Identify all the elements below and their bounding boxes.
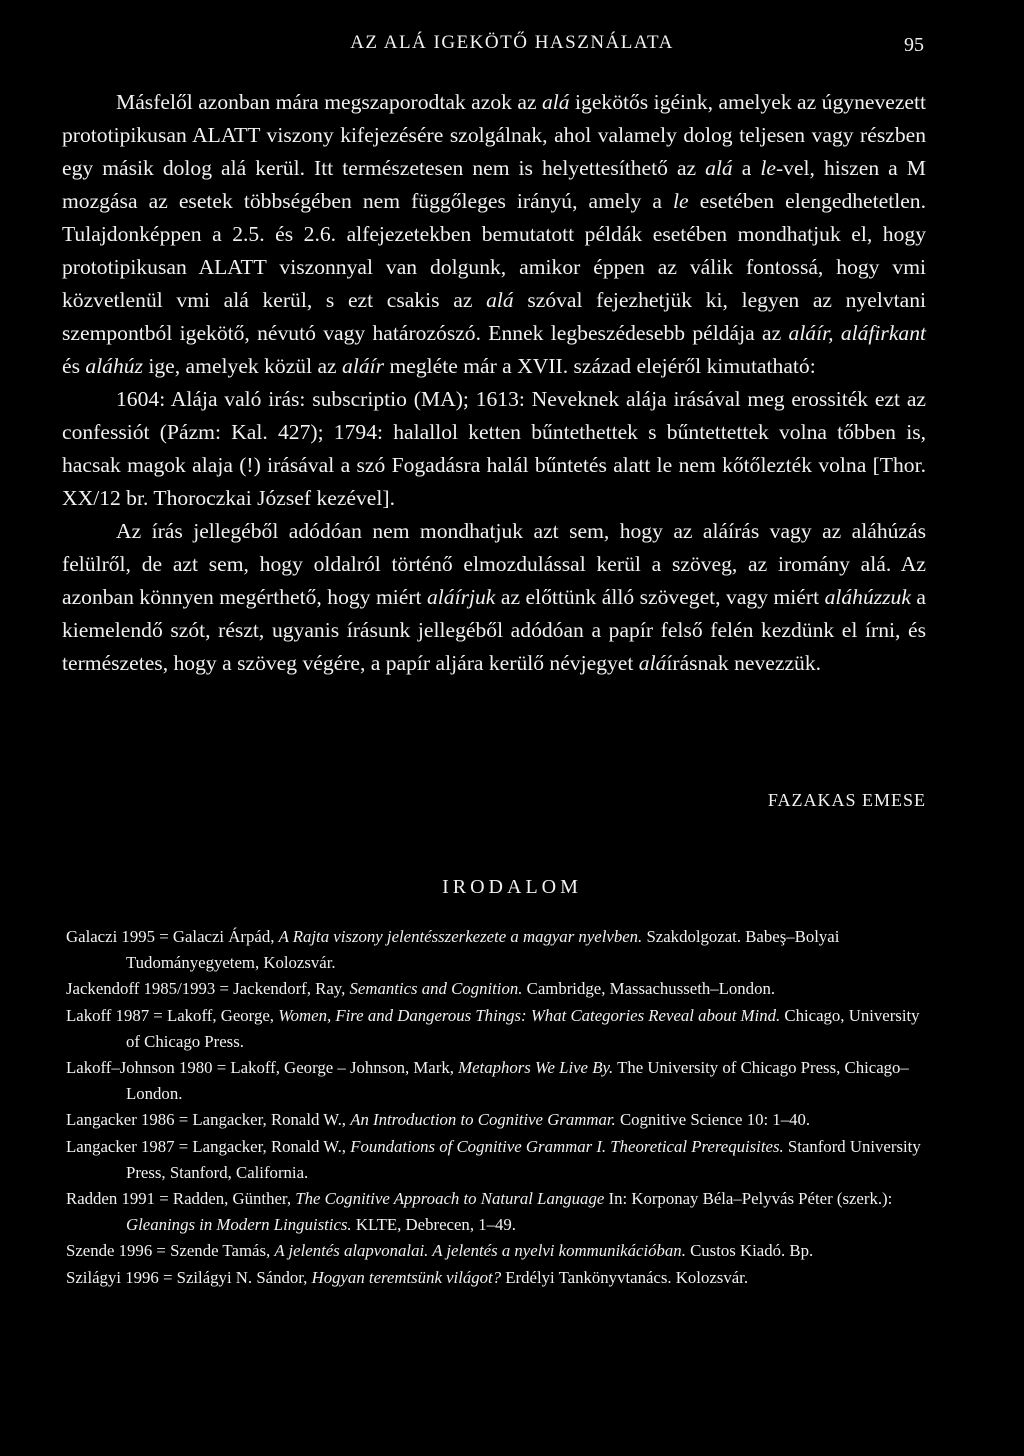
italic-term: alá <box>705 156 733 180</box>
reference-item: Jackendoff 1985/1993 = Jackendorf, Ray, Semantics and Cognition. Cambridge, Massachusseth–London. <box>66 979 776 999</box>
italic-term: alá <box>541 90 570 114</box>
page-header <box>0 24 1024 64</box>
reference-item: Galaczi 1995 = Galaczi Árpád, A Rajta viszony jelentésszerkezete a magyar nyelvben. Szakdolgozat. Babeş–Bolyai Tudományegyetem, Kolozsvár. <box>66 927 840 973</box>
reference-item: Szende 1996 = Szende Tamás, A jelentés alapvonalai. A jelentés a nyelvi kommunikációban. Custos Kiadó. Bp. <box>66 1241 814 1261</box>
italic-term: alá <box>638 651 667 675</box>
reference-item: Langacker 1986 = Langacker, Ronald W., An Introduction to Cognitive Grammar. Cognitive Science 10: 1–40. <box>66 1110 811 1130</box>
paragraph-1: Másfelől azonban mára megszaporodtak azok az alá igekötős igéink, amelyek az úgynevezett prototipikusan ALATT viszony kifejezésére szolgálnak, ahol valamely dolog teljesen vagy részben egy másik dolog alá kerül. Itt természetesen nem is helyettesíthető az alá a le-vel, hiszen a M mozgása az esetek többségében nem függőleges irányú, amely a le esetében elengedhetetlen. Tulajdonképpen a 2.5. és 2.6. alfejezetekben bemutatott példák esetében mondhatjuk el, hogy prototipikusan ALATT viszonnyal van dolgunk, amikor éppen az válik fontossá, hogy vmi közvetlenül vmi alá kerül, s ezt csakis az alá szóval fejezhetjük ki, legyen az nyelvtani szempontból igekötő, névutó vagy határozószó. Ennek legbeszédesebb példája az aláír, aláfirkant és aláhúz ige, amelyek közül az aláír megléte már a XVII. század elejéről kimutatható: <box>62 90 927 378</box>
body-text <box>62 86 926 680</box>
italic-term: aláírjuk <box>427 585 496 609</box>
section-title: IRODALOM <box>442 876 582 898</box>
italic-term: aláhúz <box>85 354 143 378</box>
italic-term: le <box>673 189 689 213</box>
reference-item: Langacker 1987 = Langacker, Ronald W., Foundations of Cognitive Grammar I. Theoretical Prerequisites. Stanford University Press, Stanford, California. <box>66 1136 921 1182</box>
quotation-paragraph: 1604: Alája való irás: subscriptio (MA); 1613: Neveknek alája irásával meg erossiték ezt az confessiót (Pázm: Kal. 427); 1794: halallol ketten bűntethettek s bűntettettek volna tőbben is, hacsak magok alaja (!) irásával a szó Fogadásra halál bűntetés alatt le nem kőtőlezték volna [Thor. XX/12 br. Thoroczkai József kezével]. <box>62 387 926 510</box>
italic-term: le <box>760 156 776 180</box>
author-name: FAZAKAS EMESE <box>767 790 926 810</box>
reference-item: Lakoff 1987 = Lakoff, George, Women, Fire and Dangerous Things: What Categories Reveal about Mind. Chicago, University of Chicago Press. <box>66 1005 920 1051</box>
reference-item: Szilágyi 1996 = Szilágyi N. Sándor, Hogyan teremtsünk világot? Erdélyi Tankönyvtanács. Kolozsvár. <box>66 1267 749 1287</box>
reference-item: Radden 1991 = Radden, Günther, The Cognitive Approach to Natural Language In: Korponay Béla–Pelyvás Péter (szerk.): Gleanings in Modern Linguistics. KLTE, Debrecen, 1–49. <box>66 1189 893 1235</box>
italic-term: alá <box>486 288 514 312</box>
reference-item: Lakoff–Johnson 1980 = Lakoff, George – Johnson, Mark, Metaphors We Live By. The University of Chicago Press, Chicago–London. <box>66 1058 909 1104</box>
italic-term: aláhúzzuk <box>824 585 911 609</box>
paragraph-3: Az írás jellegéből adódóan nem mondhatjuk azt sem, hogy az aláírás vagy az aláhúzás felülről, de azt sem, hogy oldalról történő elmozdulással kerül a szöveg, az iromány alá. Az azonban könnyen megérthető, hogy miért aláírjuk az előttünk álló szöveget, vagy miért aláhúzzuk a kiemelendő szót, részt, ugyanis írásunk jellegéből adódóan a papír felső felén kezdünk el írni, és természetes, hogy a szöveg végére, a papír aljára kerülő névjegyet aláírásnak nevezzük. <box>62 519 927 675</box>
page-number: 95 <box>904 34 924 56</box>
running-head: AZ ALÁ IGEKÖTŐ HASZNÁLATA <box>350 32 674 53</box>
italic-term: aláír <box>342 354 385 378</box>
reference-list <box>66 924 930 1291</box>
italic-term: aláír, aláfirkant <box>788 321 926 345</box>
